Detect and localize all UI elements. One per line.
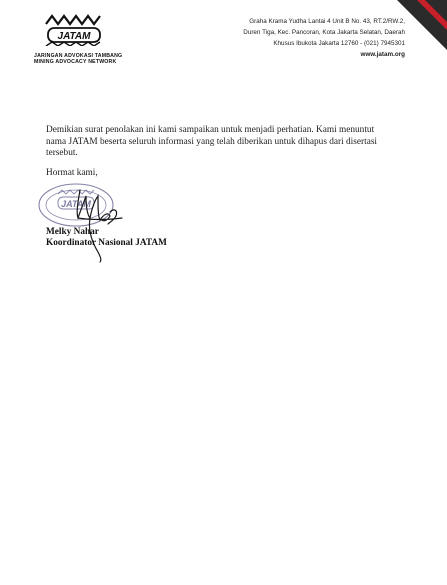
body-line-1: Demikian surat penolakan ini kami sampaikan untuk menjadi perhatian. Kami menuntut bbox=[46, 125, 375, 135]
address-line-2: Duren Tiga, Kec. Pancoran, Kota Jakarta Selatan, Daerah bbox=[243, 29, 405, 36]
body-line-2: nama JATAM beserta seluruh informasi yang telah diberikan untuk dihapus dari disertasi bbox=[46, 136, 378, 147]
jatam-logo-icon bbox=[44, 12, 104, 46]
stamp-wordmark: JATAM bbox=[61, 199, 91, 209]
website-link[interactable]: www.jatam.org bbox=[360, 51, 405, 58]
signatory-block bbox=[46, 227, 167, 249]
closing-salutation: Hormat kami, bbox=[46, 168, 98, 178]
signer-name: Melky Nahar bbox=[46, 227, 99, 237]
org-name-english: MINING ADVOCACY NETWORK bbox=[34, 59, 117, 65]
body-line-3: tersebut. bbox=[46, 148, 78, 158]
letterhead-address bbox=[243, 16, 405, 60]
logo-wordmark: JATAM bbox=[57, 31, 91, 42]
letter-body-paragraph bbox=[46, 125, 406, 160]
address-line-3: Khusus Ibukota Jakarta 12760 - (021) 7945301 bbox=[273, 40, 405, 47]
org-name-indonesian: JARINGAN ADVOKASI TAMBANG bbox=[34, 53, 123, 59]
address-line-1: Graha Krama Yudha Lantai 4 Unit B No. 43, RT.2/RW.2, bbox=[249, 18, 405, 25]
jatam-logo bbox=[34, 12, 132, 64]
handwritten-signature bbox=[60, 182, 130, 264]
signer-title: Koordinator Nasional JATAM bbox=[46, 238, 167, 248]
